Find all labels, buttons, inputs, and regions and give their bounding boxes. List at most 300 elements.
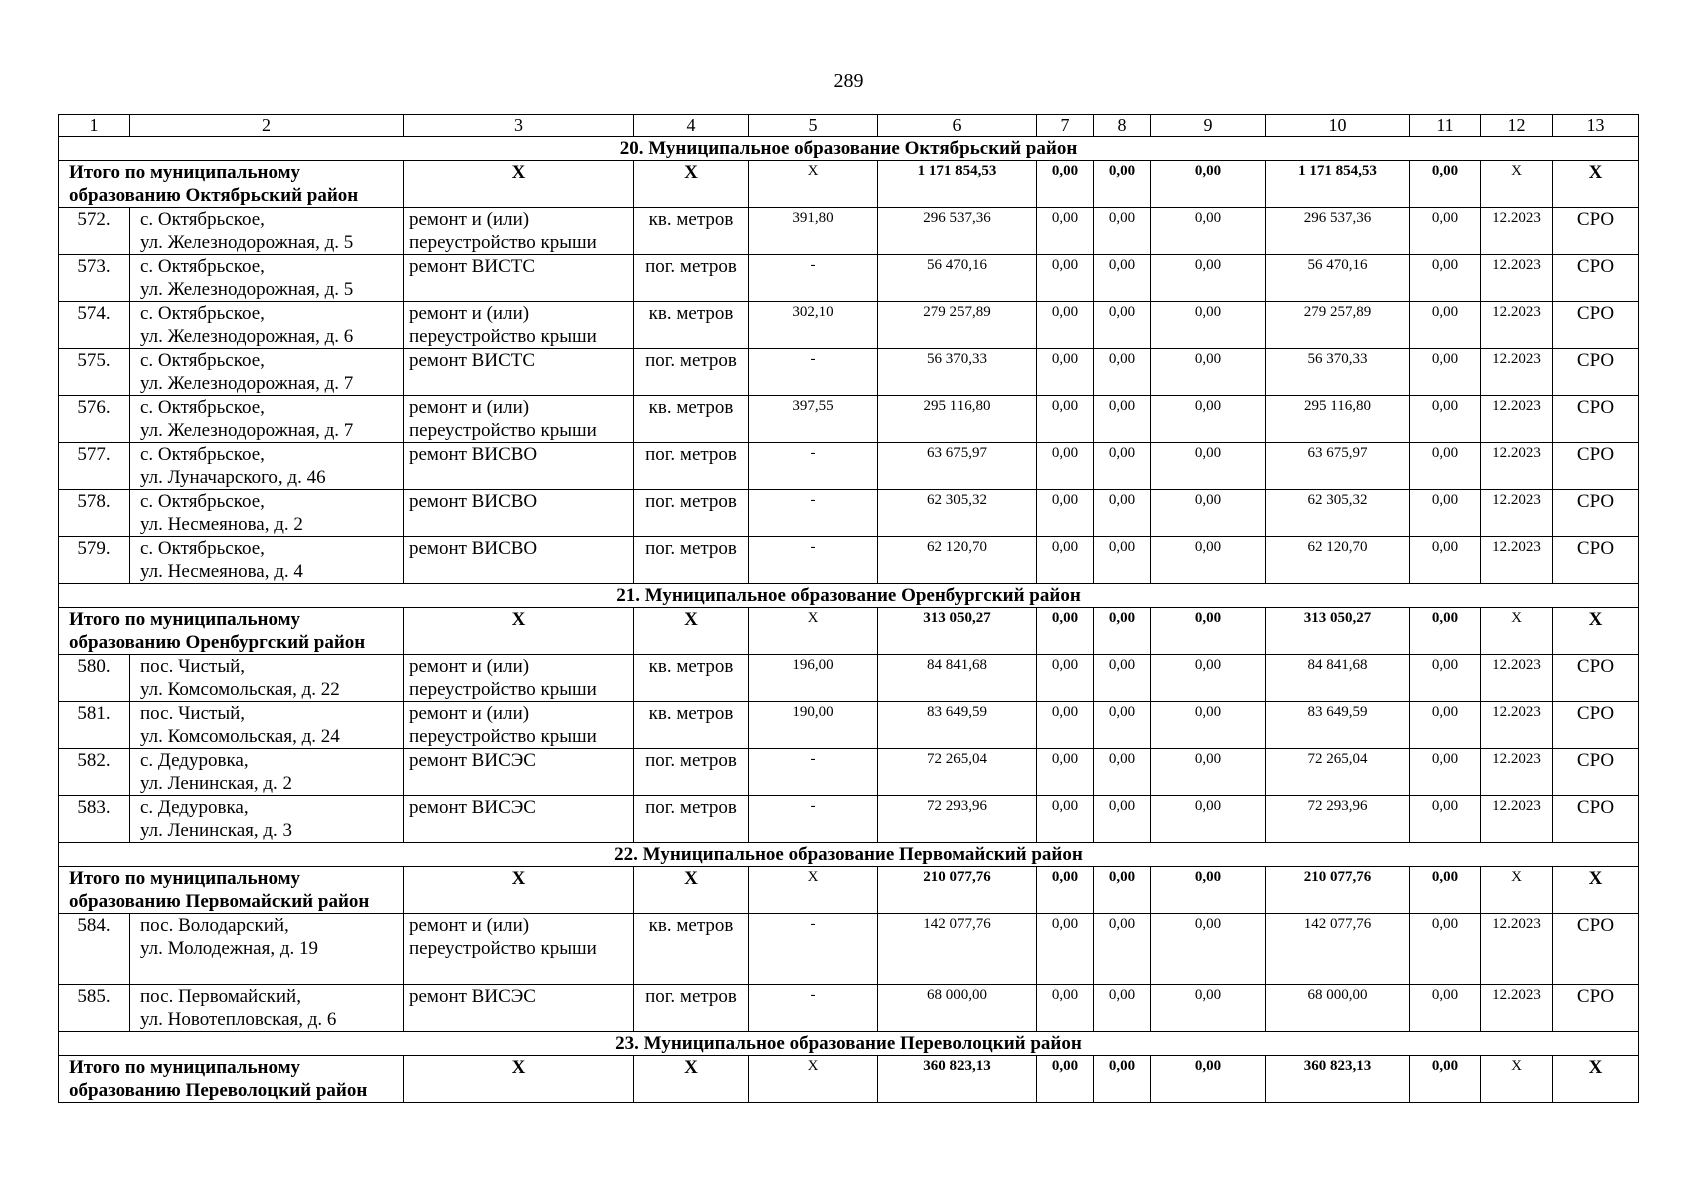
row-unit: пог. метров — [634, 255, 749, 302]
row-c10: 84 841,68 — [1266, 655, 1410, 702]
row-work-type-line2: переустройство крыши — [409, 326, 597, 347]
row-c8: 0,00 — [1094, 985, 1151, 1032]
row-c12: 12.2023 — [1481, 302, 1553, 349]
row-c7: 0,00 — [1037, 255, 1094, 302]
row-address-line2: ул. Новотепловская, д. 6 — [140, 1009, 337, 1030]
column-number: 6 — [878, 115, 1037, 137]
row-address — [130, 208, 404, 255]
total-label-line1: Итого по муниципальному — [69, 1057, 301, 1078]
row-c10: 62 120,70 — [1266, 537, 1410, 584]
row-c10: 295 116,80 — [1266, 396, 1410, 443]
total-c7: 0,00 — [1037, 1056, 1094, 1103]
total-c11: 0,00 — [1410, 867, 1481, 914]
row-quantity: - — [749, 443, 878, 490]
row-unit: кв. метров — [634, 302, 749, 349]
total-c13: Х — [1553, 161, 1639, 208]
row-address-line1: с. Дедуровка, — [140, 797, 249, 818]
total-c8: 0,00 — [1094, 161, 1151, 208]
total-col5: Х — [749, 161, 878, 208]
row-quantity: - — [749, 749, 878, 796]
row-quantity: - — [749, 985, 878, 1032]
row-work-type-line2: переустройство крыши — [409, 232, 597, 253]
column-number: 5 — [749, 115, 878, 137]
section-title: 20. Муниципальное образование Октябрьский район — [59, 137, 1639, 161]
table-row — [59, 796, 1639, 843]
total-label-line2: образованию Переволоцкий район — [69, 1080, 368, 1101]
row-c9: 0,00 — [1151, 490, 1266, 537]
row-address-line2: ул. Комсомольская, д. 22 — [140, 679, 340, 700]
total-c12: Х — [1481, 1056, 1553, 1103]
row-c7: 0,00 — [1037, 985, 1094, 1032]
row-address-line2: ул. Комсомольская, д. 24 — [140, 726, 340, 747]
row-c10: 56 370,33 — [1266, 349, 1410, 396]
row-c12: 12.2023 — [1481, 796, 1553, 843]
total-col4: Х — [634, 867, 749, 914]
row-address — [130, 749, 404, 796]
total-c12: Х — [1481, 867, 1553, 914]
row-c11: 0,00 — [1410, 208, 1481, 255]
row-c8: 0,00 — [1094, 302, 1151, 349]
row-c8: 0,00 — [1094, 914, 1151, 985]
row-c13: СРО — [1553, 537, 1639, 584]
column-number: 3 — [404, 115, 634, 137]
row-work-type — [404, 443, 634, 490]
row-address-line2: ул. Молодежная, д. 19 — [140, 938, 318, 959]
row-c13: СРО — [1553, 985, 1639, 1032]
row-c8: 0,00 — [1094, 349, 1151, 396]
row-quantity: 391,80 — [749, 208, 878, 255]
row-work-type-line1: ремонт ВИСТС — [409, 256, 536, 277]
row-work-type — [404, 396, 634, 443]
row-index: 576. — [59, 396, 130, 443]
row-unit: пог. метров — [634, 349, 749, 396]
row-address-line1: с. Октябрьское, — [140, 491, 265, 512]
row-address — [130, 349, 404, 396]
total-col3: Х — [404, 867, 634, 914]
row-c7: 0,00 — [1037, 537, 1094, 584]
table-row — [59, 208, 1639, 255]
row-c9: 0,00 — [1151, 985, 1266, 1032]
row-index: 575. — [59, 349, 130, 396]
row-work-type-line2: переустройство крыши — [409, 938, 597, 959]
table-row — [59, 655, 1639, 702]
row-address-line2: ул. Ленинская, д. 2 — [140, 773, 293, 794]
row-c8: 0,00 — [1094, 796, 1151, 843]
row-work-type — [404, 302, 634, 349]
total-c10: 313 050,27 — [1266, 608, 1410, 655]
total-col4: Х — [634, 608, 749, 655]
row-address — [130, 255, 404, 302]
column-number: 8 — [1094, 115, 1151, 137]
total-c10: 360 823,13 — [1266, 1056, 1410, 1103]
row-work-type — [404, 490, 634, 537]
row-quantity: - — [749, 537, 878, 584]
table-row — [59, 490, 1639, 537]
row-c12: 12.2023 — [1481, 255, 1553, 302]
row-quantity: 397,55 — [749, 396, 878, 443]
row-address-line2: ул. Железнодорожная, д. 5 — [140, 232, 354, 253]
table-row — [59, 985, 1639, 1032]
section-total-row — [59, 867, 1639, 914]
total-c13: Х — [1553, 1056, 1639, 1103]
row-work-type-line2: переустройство крыши — [409, 420, 597, 441]
row-c8: 0,00 — [1094, 490, 1151, 537]
row-c13: СРО — [1553, 443, 1639, 490]
row-c7: 0,00 — [1037, 490, 1094, 537]
row-c12: 12.2023 — [1481, 396, 1553, 443]
row-address-line2: ул. Железнодорожная, д. 7 — [140, 373, 354, 394]
row-c9: 0,00 — [1151, 702, 1266, 749]
row-c13: СРО — [1553, 349, 1639, 396]
row-quantity: - — [749, 349, 878, 396]
section-title: 21. Муниципальное образование Оренбургский район — [59, 584, 1639, 608]
row-index: 578. — [59, 490, 130, 537]
row-index: 573. — [59, 255, 130, 302]
section-total-row — [59, 161, 1639, 208]
row-c6: 279 257,89 — [878, 302, 1037, 349]
row-c7: 0,00 — [1037, 443, 1094, 490]
table-row — [59, 537, 1639, 584]
row-c13: СРО — [1553, 655, 1639, 702]
total-label-line1: Итого по муниципальному — [69, 868, 301, 889]
page-number: 289 — [833, 70, 864, 92]
row-c10: 83 649,59 — [1266, 702, 1410, 749]
row-c8: 0,00 — [1094, 537, 1151, 584]
row-c9: 0,00 — [1151, 255, 1266, 302]
row-unit: пог. метров — [634, 749, 749, 796]
total-col5: Х — [749, 1056, 878, 1103]
row-c6: 72 265,04 — [878, 749, 1037, 796]
total-c8: 0,00 — [1094, 608, 1151, 655]
row-quantity: 196,00 — [749, 655, 878, 702]
row-unit: пог. метров — [634, 490, 749, 537]
row-c12: 12.2023 — [1481, 985, 1553, 1032]
row-address — [130, 796, 404, 843]
row-c6: 296 537,36 — [878, 208, 1037, 255]
row-work-type-line1: ремонт и (или) — [409, 303, 530, 324]
row-address-line2: ул. Железнодорожная, д. 6 — [140, 326, 354, 347]
row-c10: 279 257,89 — [1266, 302, 1410, 349]
row-address — [130, 702, 404, 749]
row-c13: СРО — [1553, 302, 1639, 349]
row-work-type-line1: ремонт ВИСВО — [409, 491, 538, 512]
row-c7: 0,00 — [1037, 302, 1094, 349]
row-unit: кв. метров — [634, 702, 749, 749]
row-work-type — [404, 914, 634, 985]
total-col4: Х — [634, 161, 749, 208]
section-heading-row — [59, 584, 1639, 608]
row-address — [130, 302, 404, 349]
total-c6: 360 823,13 — [878, 1056, 1037, 1103]
row-index: 584. — [59, 914, 130, 985]
row-quantity: - — [749, 914, 878, 985]
row-quantity: - — [749, 255, 878, 302]
row-work-type-line1: ремонт и (или) — [409, 703, 530, 724]
table-row — [59, 302, 1639, 349]
column-number: 1 — [59, 115, 130, 137]
row-index: 579. — [59, 537, 130, 584]
row-c8: 0,00 — [1094, 655, 1151, 702]
row-c12: 12.2023 — [1481, 208, 1553, 255]
row-c10: 56 470,16 — [1266, 255, 1410, 302]
row-c10: 62 305,32 — [1266, 490, 1410, 537]
row-c7: 0,00 — [1037, 349, 1094, 396]
row-c8: 0,00 — [1094, 702, 1151, 749]
table-row — [59, 443, 1639, 490]
row-work-type — [404, 537, 634, 584]
row-c9: 0,00 — [1151, 914, 1266, 985]
row-c9: 0,00 — [1151, 443, 1266, 490]
column-number: 2 — [130, 115, 404, 137]
row-work-type-line2: переустройство крыши — [409, 679, 597, 700]
row-c11: 0,00 — [1410, 655, 1481, 702]
row-c6: 56 470,16 — [878, 255, 1037, 302]
row-c13: СРО — [1553, 702, 1639, 749]
section-heading-row — [59, 137, 1639, 161]
row-c13: СРО — [1553, 396, 1639, 443]
row-unit: пог. метров — [634, 796, 749, 843]
row-c11: 0,00 — [1410, 749, 1481, 796]
total-c12: Х — [1481, 161, 1553, 208]
row-work-type-line1: ремонт и (или) — [409, 656, 530, 677]
table-row — [59, 255, 1639, 302]
column-number: 7 — [1037, 115, 1094, 137]
row-index: 582. — [59, 749, 130, 796]
total-label-line1: Итого по муниципальному — [69, 162, 301, 183]
total-label-line2: образованию Первомайский район — [69, 891, 370, 912]
row-c7: 0,00 — [1037, 702, 1094, 749]
row-c8: 0,00 — [1094, 255, 1151, 302]
row-c11: 0,00 — [1410, 914, 1481, 985]
row-unit: кв. метров — [634, 655, 749, 702]
row-c12: 12.2023 — [1481, 443, 1553, 490]
row-c6: 72 293,96 — [878, 796, 1037, 843]
row-work-type-line1: ремонт ВИСТС — [409, 350, 536, 371]
row-address — [130, 985, 404, 1032]
row-c12: 12.2023 — [1481, 749, 1553, 796]
total-label — [59, 867, 404, 914]
total-c13: Х — [1553, 608, 1639, 655]
row-c7: 0,00 — [1037, 796, 1094, 843]
row-work-type — [404, 655, 634, 702]
row-c9: 0,00 — [1151, 208, 1266, 255]
total-c13: Х — [1553, 867, 1639, 914]
total-col5: Х — [749, 608, 878, 655]
total-c12: Х — [1481, 608, 1553, 655]
row-work-type-line1: ремонт ВИСВО — [409, 444, 538, 465]
row-index: 581. — [59, 702, 130, 749]
row-c13: СРО — [1553, 255, 1639, 302]
row-c9: 0,00 — [1151, 655, 1266, 702]
total-c10: 1 171 854,53 — [1266, 161, 1410, 208]
row-c10: 72 293,96 — [1266, 796, 1410, 843]
row-c9: 0,00 — [1151, 796, 1266, 843]
row-c7: 0,00 — [1037, 396, 1094, 443]
total-c9: 0,00 — [1151, 867, 1266, 914]
row-c6: 68 000,00 — [878, 985, 1037, 1032]
section-title: 23. Муниципальное образование Переволоцкий район — [59, 1032, 1639, 1056]
row-address — [130, 537, 404, 584]
table-row — [59, 749, 1639, 796]
row-c10: 142 077,76 — [1266, 914, 1410, 985]
row-quantity: - — [749, 490, 878, 537]
row-unit: пог. метров — [634, 443, 749, 490]
row-c13: СРО — [1553, 208, 1639, 255]
total-c6: 210 077,76 — [878, 867, 1037, 914]
row-address — [130, 396, 404, 443]
row-c11: 0,00 — [1410, 537, 1481, 584]
row-index: 583. — [59, 796, 130, 843]
row-unit: пог. метров — [634, 537, 749, 584]
total-label — [59, 1056, 404, 1103]
section-title: 22. Муниципальное образование Первомайский район — [59, 843, 1639, 867]
total-c7: 0,00 — [1037, 867, 1094, 914]
row-c12: 12.2023 — [1481, 914, 1553, 985]
row-c7: 0,00 — [1037, 749, 1094, 796]
total-c9: 0,00 — [1151, 608, 1266, 655]
row-address — [130, 490, 404, 537]
row-c9: 0,00 — [1151, 302, 1266, 349]
row-c9: 0,00 — [1151, 349, 1266, 396]
row-c13: СРО — [1553, 796, 1639, 843]
row-c8: 0,00 — [1094, 749, 1151, 796]
row-c8: 0,00 — [1094, 443, 1151, 490]
table-row — [59, 396, 1639, 443]
row-work-type — [404, 749, 634, 796]
row-address-line1: с. Октябрьское, — [140, 209, 265, 230]
row-work-type — [404, 349, 634, 396]
section-total-row — [59, 608, 1639, 655]
row-unit: кв. метров — [634, 208, 749, 255]
row-index: 574. — [59, 302, 130, 349]
table-row — [59, 914, 1639, 985]
total-c11: 0,00 — [1410, 608, 1481, 655]
row-address-line1: с. Октябрьское, — [140, 397, 265, 418]
row-address-line1: с. Октябрьское, — [140, 303, 265, 324]
column-number: 13 — [1553, 115, 1639, 137]
row-c11: 0,00 — [1410, 349, 1481, 396]
row-address-line1: с. Октябрьское, — [140, 538, 265, 559]
row-address — [130, 655, 404, 702]
row-c9: 0,00 — [1151, 749, 1266, 796]
row-work-type-line1: ремонт ВИСЭС — [409, 750, 536, 771]
section-heading-row — [59, 1032, 1639, 1056]
total-col3: Х — [404, 608, 634, 655]
row-c11: 0,00 — [1410, 396, 1481, 443]
column-number: 11 — [1410, 115, 1481, 137]
row-work-type — [404, 796, 634, 843]
column-number-row — [59, 115, 1639, 137]
row-index: 577. — [59, 443, 130, 490]
row-c13: СРО — [1553, 490, 1639, 537]
row-address — [130, 914, 404, 985]
row-c8: 0,00 — [1094, 208, 1151, 255]
row-address-line1: пос. Чистый, — [140, 656, 246, 677]
row-quantity: 190,00 — [749, 702, 878, 749]
row-work-type — [404, 208, 634, 255]
total-label-line1: Итого по муниципальному — [69, 609, 301, 630]
total-label — [59, 161, 404, 208]
row-address — [130, 443, 404, 490]
row-address-line2: ул. Несмеянова, д. 4 — [140, 561, 303, 582]
row-c7: 0,00 — [1037, 655, 1094, 702]
row-c12: 12.2023 — [1481, 490, 1553, 537]
row-c7: 0,00 — [1037, 914, 1094, 985]
row-c6: 63 675,97 — [878, 443, 1037, 490]
row-c7: 0,00 — [1037, 208, 1094, 255]
row-c6: 83 649,59 — [878, 702, 1037, 749]
row-c10: 63 675,97 — [1266, 443, 1410, 490]
row-c11: 0,00 — [1410, 985, 1481, 1032]
row-c8: 0,00 — [1094, 396, 1151, 443]
row-quantity: - — [749, 796, 878, 843]
row-work-type-line1: ремонт ВИСВО — [409, 538, 538, 559]
column-number: 10 — [1266, 115, 1410, 137]
row-unit: пог. метров — [634, 985, 749, 1032]
row-work-type-line2: переустройство крыши — [409, 726, 597, 747]
row-c13: СРО — [1553, 914, 1639, 985]
row-address-line1: пос. Чистый, — [140, 703, 246, 724]
total-c10: 210 077,76 — [1266, 867, 1410, 914]
row-work-type — [404, 985, 634, 1032]
column-number: 4 — [634, 115, 749, 137]
capital-repair-table — [58, 114, 1639, 1103]
row-c13: СРО — [1553, 749, 1639, 796]
row-c11: 0,00 — [1410, 443, 1481, 490]
total-c6: 1 171 854,53 — [878, 161, 1037, 208]
total-c6: 313 050,27 — [878, 608, 1037, 655]
row-address-line2: ул. Железнодорожная, д. 7 — [140, 420, 354, 441]
row-address-line2: ул. Ленинская, д. 3 — [140, 820, 293, 841]
row-work-type — [404, 255, 634, 302]
row-c10: 68 000,00 — [1266, 985, 1410, 1032]
total-c8: 0,00 — [1094, 867, 1151, 914]
column-number: 12 — [1481, 115, 1553, 137]
total-c7: 0,00 — [1037, 608, 1094, 655]
row-c6: 56 370,33 — [878, 349, 1037, 396]
total-c11: 0,00 — [1410, 161, 1481, 208]
row-address-line2: ул. Несмеянова, д. 2 — [140, 514, 303, 535]
total-col4: Х — [634, 1056, 749, 1103]
total-label-line2: образованию Оренбургский район — [69, 632, 366, 653]
row-unit: кв. метров — [634, 396, 749, 443]
table-row — [59, 702, 1639, 749]
table-row — [59, 349, 1639, 396]
row-work-type-line1: ремонт и (или) — [409, 209, 530, 230]
total-label — [59, 608, 404, 655]
total-col3: Х — [404, 1056, 634, 1103]
section-total-row — [59, 1056, 1639, 1103]
total-label-line2: образованию Октябрьский район — [69, 185, 359, 206]
row-address-line1: с. Дедуровка, — [140, 750, 249, 771]
total-c7: 0,00 — [1037, 161, 1094, 208]
row-index: 572. — [59, 208, 130, 255]
row-unit: кв. метров — [634, 914, 749, 985]
row-work-type-line1: ремонт ВИСЭС — [409, 797, 536, 818]
total-col3: Х — [404, 161, 634, 208]
row-c6: 295 116,80 — [878, 396, 1037, 443]
row-c11: 0,00 — [1410, 255, 1481, 302]
total-c9: 0,00 — [1151, 161, 1266, 208]
row-work-type-line1: ремонт и (или) — [409, 397, 530, 418]
row-address-line1: пос. Володарский, — [140, 915, 289, 936]
section-heading-row — [59, 843, 1639, 867]
row-c9: 0,00 — [1151, 396, 1266, 443]
row-c11: 0,00 — [1410, 490, 1481, 537]
row-c6: 62 120,70 — [878, 537, 1037, 584]
row-c12: 12.2023 — [1481, 702, 1553, 749]
row-c11: 0,00 — [1410, 302, 1481, 349]
